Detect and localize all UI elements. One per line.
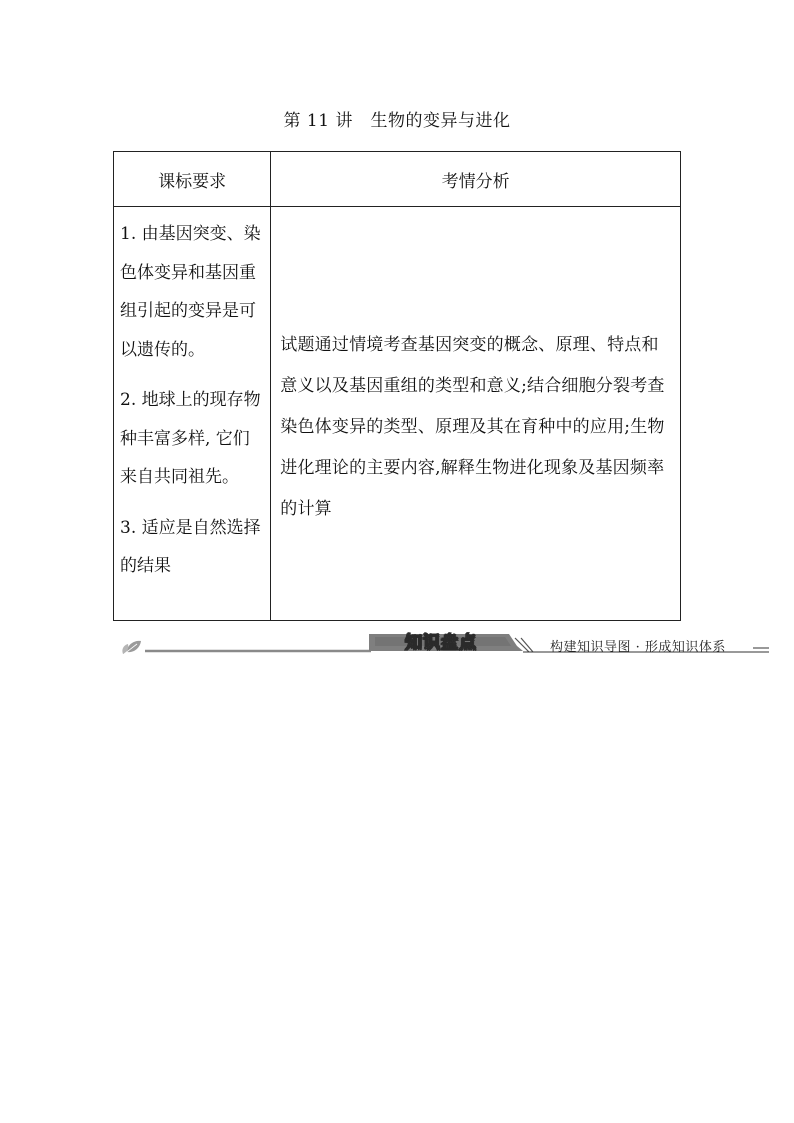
banner-subtitle: 构建知识导图 · 形成知识体系 <box>550 640 726 655</box>
leaf-icon <box>122 641 141 654</box>
header-analysis: 考情分析 <box>271 152 681 207</box>
syllabus-table <box>113 151 681 621</box>
knowledge-banner <box>113 628 773 662</box>
analysis-cell <box>271 207 681 621</box>
table-header-row <box>114 152 681 207</box>
requirement-item-1: 1. 由基因突变、染色体变异和基因重组引起的变异是可以遗传的。 <box>120 224 261 360</box>
requirement-item-2: 2. 地球上的现存物种丰富多样, 它们来自共同祖先。 <box>120 390 261 487</box>
header-requirements: 课标要求 <box>114 152 271 207</box>
requirements-cell <box>114 207 271 621</box>
analysis-text: 试题通过情境考查基因突变的概念、原理、特点和意义以及基因重组的类型和意义;结合细胞分裂考查染色体变异的类型、原理及其在育种中的应用;生物进化理论的主要内容,解释生物进化现象及基因频率的计算 <box>280 335 665 519</box>
page-title: 第 11 讲 生物的变异与进化 <box>283 111 511 131</box>
banner-title: 知识盘点 <box>405 633 477 653</box>
requirement-item-3: 3. 适应是自然选择的结果 <box>120 517 261 576</box>
table-row <box>114 207 681 621</box>
